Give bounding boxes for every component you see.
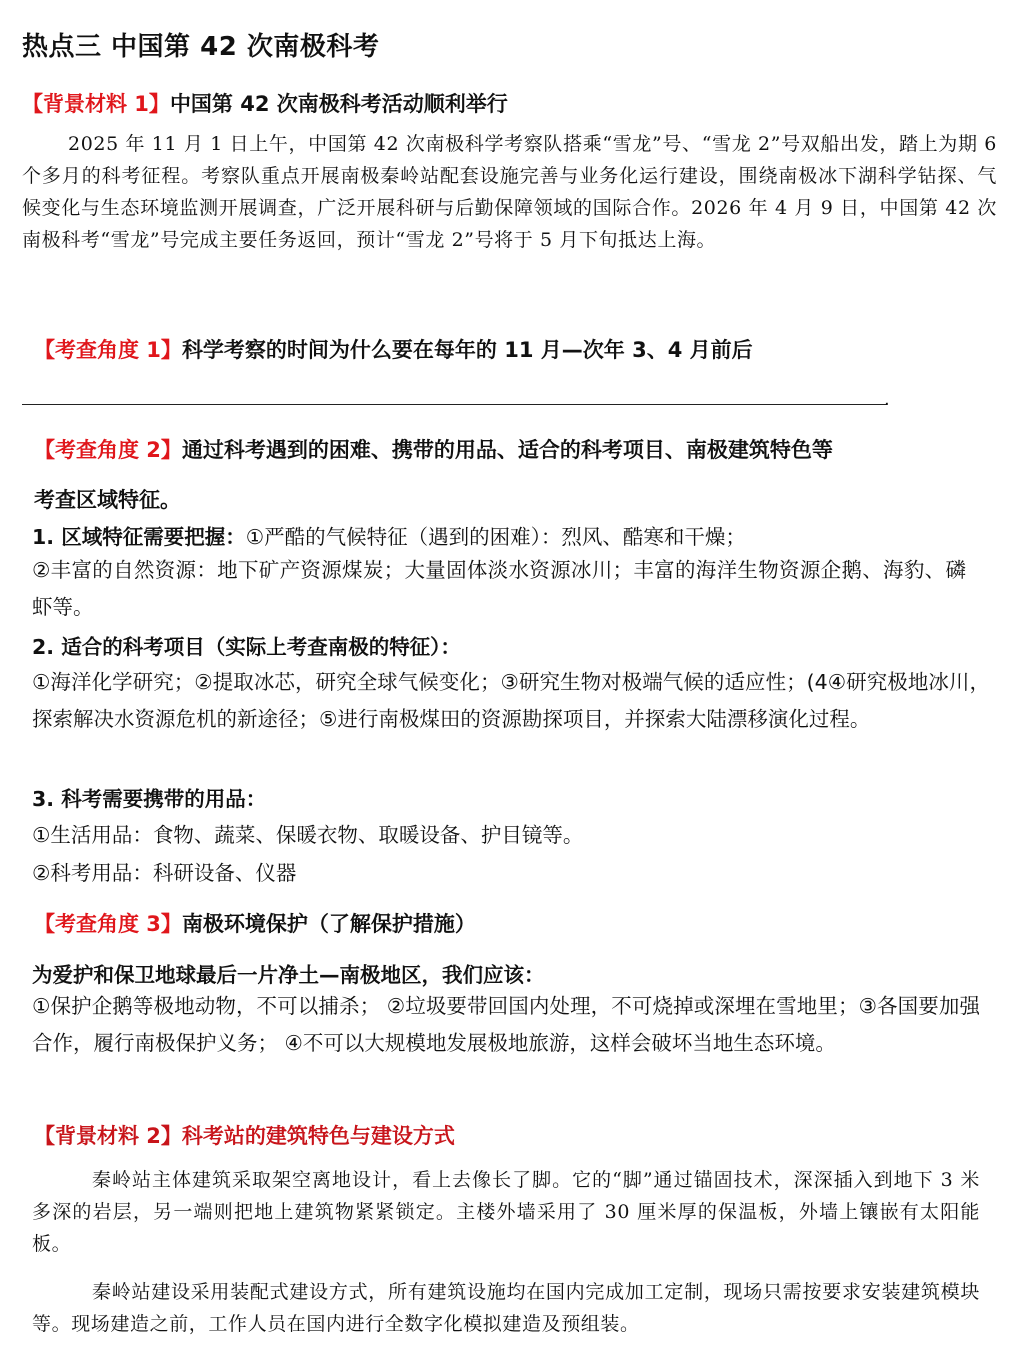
section2-label: 2. 适合的科考项目（实际上考查南极的特征）： (32, 635, 461, 659)
bg2-heading: 【背景材料 2】科考站的建筑特色与建设方式 (34, 1124, 455, 1148)
section2-projects-paragraph: ①海洋化学研究；②提取冰芯，研究全球气候变化；③研究生物对极端气候的适应性；(4④研究极地冰川，探索解决水资源危机的新途径；⑤进行南极煤田的资源勘探项目，并探索大陆漂移演化过程。 (32, 670, 990, 731)
section1-resources-paragraph: ②丰富的自然资源：地下矿产资源煤炭；大量固体淡水资源冰川；丰富的海洋生物资源企鹅、海豹、磷虾等。 (32, 558, 966, 619)
bg1-heading-text: 中国第 42 次南极科考活动顺利举行 (169, 92, 508, 116)
angle1-heading-text: 科学考察的时间为什么要在每年的 11 月—次年 3、4 月前后 (181, 338, 753, 362)
bg1-paragraph: 2025 年 11 月 1 日上午，中国第 42 次南极科学考察队搭乘“雪龙”号、“雪龙 2”号双船出发，踏上为期 6 个多月的科考征程。考察队重点开展南极秦岭站配套设施完善与业务化运行建设，围绕南极冰下湖科学钻探、气候变化与生态环境监测开展调查，广泛开展科研与后勤保障领域的国际合作。2026 年 4 月 9 日，中国第 42 次南极科考“雪龙”号完成主要任务返回，预计“雪龙 2”号将于 5 月下旬抵达上海。 (22, 133, 997, 251)
angle3-tag: 【考查角度 3】 (34, 912, 182, 936)
angle2-heading (34, 434, 833, 464)
angle3-intro: 为爱护和保卫地球最后一片净土—南极地区，我们应该： (32, 963, 545, 987)
bg2-paragraph-1: 秦岭站主体建筑采取架空离地设计，看上去像长了脚。它的“脚”通过锚固技术，深深插入到地下 3 米多深的岩层，另一端则把地上建筑物紧紧锁定。主楼外墙采用了 30 厘米厚的保温板，外墙上镶嵌有太阳能板。 (32, 1169, 980, 1255)
angle3-heading (34, 908, 476, 938)
section3-item-daily-supplies: ①生活用品：食物、蔬菜、保暖衣物、取暖设备、护目镜等。 (32, 823, 584, 847)
section3-label: 3. 科考需要携带的用品： (32, 787, 267, 811)
angle1-heading (34, 334, 753, 364)
angle2-heading-continued: 考查区域特征。 (34, 488, 181, 512)
angle2-heading-text: 通过科考遇到的困难、携带的用品、适合的科考项目、南极建筑特色等 (181, 438, 833, 462)
section1-line (32, 520, 746, 550)
bg1-heading (22, 88, 508, 118)
bg2-paragraph-2: 秦岭站建设采用装配式建设方式，所有建筑设施均在国内完成加工定制，现场只需按要求安装建筑模块等。现场建造之前，工作人员在国内进行全数字化模拟建造及预组装。 (32, 1281, 980, 1335)
angle3-measures-paragraph: ①保护企鹅等极地动物，不可以捕杀； ②垃圾要带回国内处理，不可烧掉或深埋在雪地里；③各国要加强合作，履行南极保护义务； ④不可以大规模地发展极地旅游，这样会破坏当地生态环境。 (32, 994, 980, 1055)
section1-label: 1. 区域特征需要把握： (32, 525, 246, 549)
angle1-tag: 【考查角度 1】 (34, 338, 182, 362)
page-title: 热点三 中国第 42 次南极科考 (22, 32, 380, 62)
angle2-tag: 【考查角度 2】 (34, 438, 182, 462)
section1-climate-text: ①严酷的气候特征（遇到的困难）：烈风、酷寒和干燥； (245, 525, 746, 549)
answer-blank-end: . (884, 389, 890, 410)
answer-blank-line (22, 404, 886, 405)
bg1-tag: 【背景材料 1】 (22, 92, 170, 116)
section3-item-research-equipment: ②科考用品：科研设备、仪器 (32, 861, 297, 885)
angle3-heading-text: 南极环境保护（了解保护措施） (181, 912, 476, 936)
